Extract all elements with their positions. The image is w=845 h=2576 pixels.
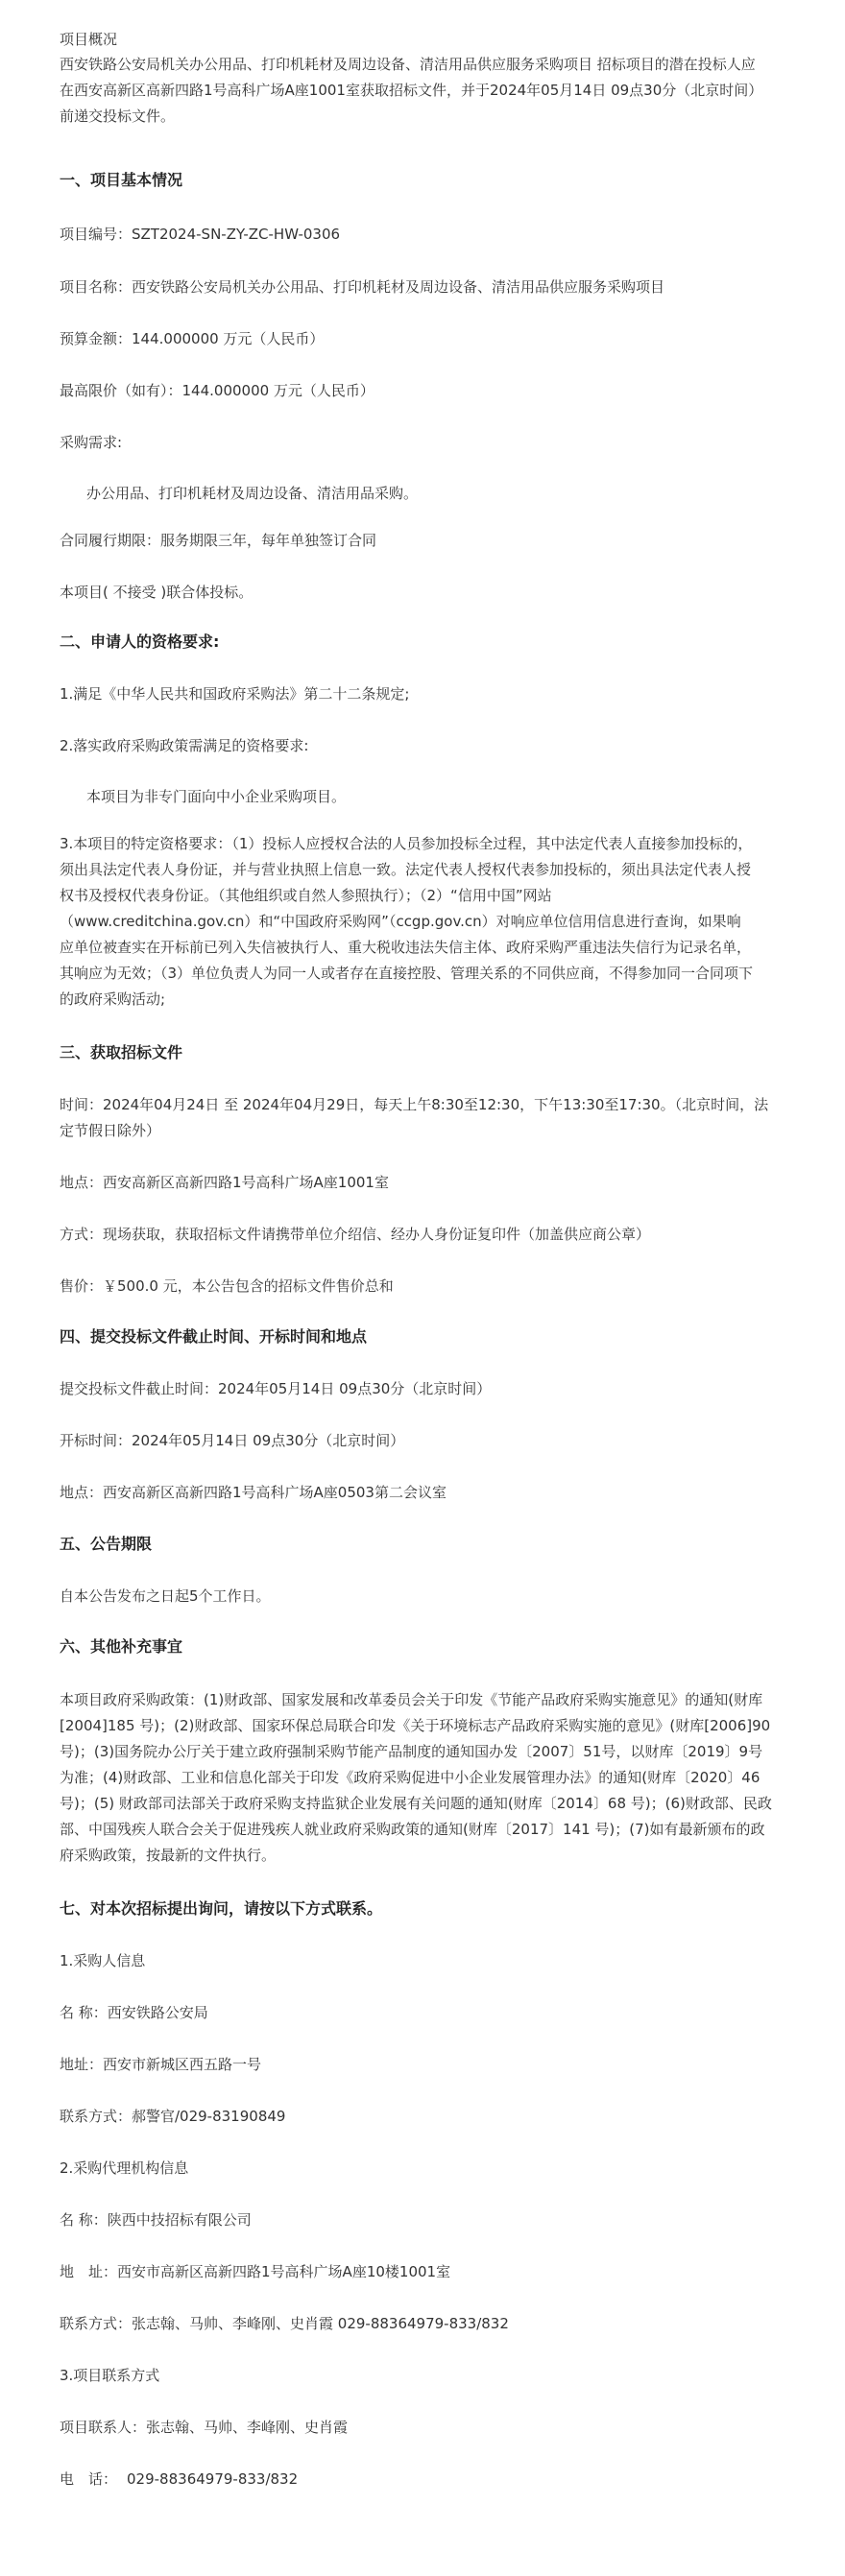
- phone-number: 029-88364979-833/832: [127, 2470, 299, 2488]
- section-7-heading: 七、对本次招标提出询问，请按以下方式联系。: [60, 1899, 383, 1918]
- policy-line-2: [2004]185 号)；(2)财政部、国家环保总局联合印发《关于环境标志产品政府采购实施的意见》(财库[2006]90: [60, 1717, 771, 1734]
- opening-time: 开标时间：2024年05月14日 09点30分（北京时间）: [60, 1432, 405, 1449]
- requirement-3-line-6: 其响应为无效；（3）单位负责人为同一人或者存在直接控股、管理关系的不同供应商，不得参加同一合同项下: [60, 965, 754, 982]
- agent-address-row: [60, 2261, 450, 2282]
- policy-line-7: 府采购政策，按最新的文件执行。: [60, 1847, 277, 1864]
- overview-title: 项目概况: [60, 31, 118, 48]
- agent-address-label: 地 址：: [60, 2263, 118, 2280]
- requirement-3-line-3: 权书及授权代表身份证。（其他组织或自然人参照执行）；（2）“信用中国”网站: [60, 887, 552, 904]
- project-number: 项目编号：SZT2024-SN-ZY-ZC-HW-0306: [60, 226, 341, 243]
- notice-period: 自本公告发布之日起5个工作日。: [60, 1587, 271, 1605]
- section-2-heading: 二、申请人的资格要求:: [60, 632, 220, 651]
- section-4-heading: 四、提交投标文件截止时间、开标时间和地点: [60, 1327, 368, 1346]
- policy-line-1: 本项目政府采购政策：(1)财政部、国家发展和改革委员会关于印发《节能产品政府采购实施意见》的通知(财库: [60, 1691, 763, 1708]
- overview-line-1: 西安铁路公安局机关办公用品、打印机耗材及周边设备、清洁用品供应服务采购项目 招标项目的潜在投标人应: [60, 56, 756, 73]
- project-name: 项目名称：西安铁路公安局机关办公用品、打印机耗材及周边设备、清洁用品供应服务采购项目: [60, 278, 665, 296]
- section-3-heading: 三、获取招标文件: [60, 1043, 183, 1061]
- demand-label: 采购需求:: [60, 434, 123, 451]
- budget-amount: 预算金额：144.000000 万元（人民币）: [60, 330, 325, 347]
- requirement-3-line-4: （www.creditchina.gov.cn）和“中国政府采购网”（ccgp.gov.cn）对响应单位信用信息进行查询，如果响: [60, 913, 741, 930]
- requirement-3-line-7: 的政府采购活动;: [60, 990, 166, 1008]
- purchaser-contact: 联系方式：郝警官/029-83190849: [60, 2108, 286, 2125]
- acquire-time-line-2: 定节假日除外）: [60, 1122, 161, 1139]
- phone-label: 电 话：: [60, 2470, 118, 2488]
- purchaser-name: 名 称：西安铁路公安局: [60, 2004, 208, 2021]
- acquire-place: 地点：西安高新区高新四路1号高科广场A座1001室: [60, 1174, 389, 1191]
- section-1-heading: 一、项目基本情况: [60, 171, 183, 189]
- policy-line-3: 号)；(3)国务院办公厅关于建立政府强制采购节能产品制度的通知国办发〔2007〕51号，以财库〔2019〕9号: [60, 1743, 763, 1760]
- purchaser-info-title: 1.采购人信息: [60, 1952, 146, 1969]
- overview-line-3: 前递交投标文件。: [60, 107, 176, 125]
- overview-line-2: 在西安高新区高新四路1号高科广场A座1001室获取招标文件，并于2024年05月14日 09点30分（北京时间）: [60, 82, 763, 99]
- section-5-heading: 五、公告期限: [60, 1535, 153, 1553]
- project-contact-person: 项目联系人：张志翰、马帅、李峰刚、史肖霞: [60, 2419, 349, 2436]
- acquire-time-line-1: 时间：2024年04月24日 至 2024年04月29日，每天上午8:30至12:30，下午13:30至17:30。（北京时间，法: [60, 1096, 769, 1113]
- agent-address: 西安市高新区高新四路1号高科广场A座10楼1001室: [117, 2263, 451, 2280]
- requirement-3-line-5: 应单位被查实在开标前已列入失信被执行人、重大税收违法失信主体、政府采购严重违法失信行为记录名单，: [60, 939, 752, 956]
- project-contact-title: 3.项目联系方式: [60, 2367, 160, 2384]
- requirement-2-detail: 本项目为非专门面向中小企业采购项目。: [86, 788, 347, 805]
- max-price: 最高限价（如有）：144.000000 万元（人民币）: [60, 382, 374, 399]
- opening-place: 地点：西安高新区高新四路1号高科广场A座0503第二会议室: [60, 1484, 447, 1501]
- acquire-method: 方式：现场获取，获取招标文件请携带单位介绍信、经办人身份证复印件（加盖供应商公章）: [60, 1226, 651, 1243]
- requirement-2: 2.落实政府采购政策需满足的资格要求:: [60, 737, 309, 754]
- consortium-note: 本项目( 不接受 )联合体投标。: [60, 584, 254, 601]
- contract-period: 合同履行期限：服务期限三年，每年单独签订合同: [60, 532, 377, 549]
- section-6-heading: 六、其他补充事宜: [60, 1637, 183, 1656]
- requirement-3-line-2: 须出具法定代表人身份证，并与营业执照上信息一致。法定代表人授权代表参加投标的，须出具法定代表人授: [60, 861, 752, 878]
- requirement-1: 1.满足《中华人民共和国政府采购法》第二十二条规定;: [60, 685, 410, 703]
- demand-detail: 办公用品、打印机耗材及周边设备、清洁用品采购。: [86, 485, 419, 502]
- requirement-3-line-1: 3.本项目的特定资格要求：（1）投标人应授权合法的人员参加投标全过程，其中法定代表人直接参加投标的，: [60, 835, 753, 852]
- policy-line-6: 部、中国残疾人联合会关于促进残疾人就业政府采购政策的通知(财库〔2017〕141 号)；(7)如有最新颁布的政: [60, 1821, 765, 1838]
- agent-contact: 联系方式：张志翰、马帅、李峰刚、史肖霞 029-88364979-833/832: [60, 2315, 509, 2332]
- policy-line-4: 为准；(4)财政部、工业和信息化部关于印发《政府采购促进中小企业发展管理办法》的通知(财库〔2020〕46: [60, 1769, 760, 1786]
- purchaser-address: 地址：西安市新城区西五路一号: [60, 2056, 262, 2073]
- document-price: 售价：￥500.0 元，本公告包含的招标文件售价总和: [60, 1277, 394, 1295]
- agent-info-title: 2.采购代理机构信息: [60, 2159, 189, 2177]
- phone-row: [60, 2469, 298, 2490]
- policy-line-5: 号)；(5) 财政部司法部关于政府采购支持监狱企业发展有关问题的通知(财库〔2014〕68 号)；(6)财政部、民政: [60, 1795, 772, 1812]
- submission-deadline: 提交投标文件截止时间：2024年05月14日 09点30分（北京时间）: [60, 1380, 492, 1397]
- agent-name: 名 称：陕西中技招标有限公司: [60, 2211, 252, 2229]
